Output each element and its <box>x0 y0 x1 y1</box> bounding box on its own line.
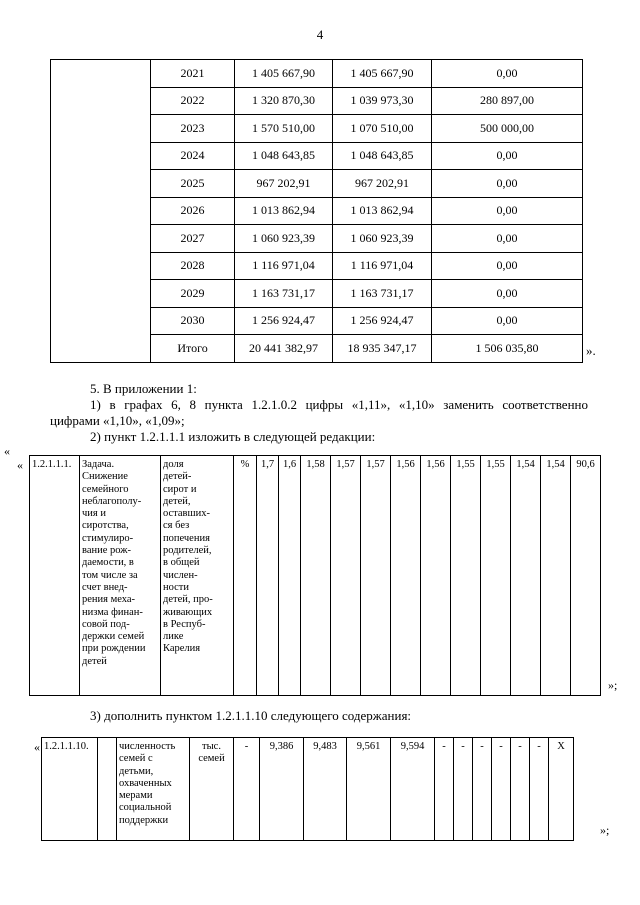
t3-indicator: численность семей с детьми, охваченных мерами социальной поддержки <box>117 738 190 841</box>
year-cell: 2026 <box>151 197 235 225</box>
other-source-cell: 0,00 <box>432 60 583 88</box>
t3-value-cell: - <box>530 738 549 841</box>
t3-value-cell: 9,594 <box>391 738 435 841</box>
t2-value-cell: 1,56 <box>421 456 451 696</box>
other-source-cell: 0,00 <box>432 170 583 198</box>
page-number: 4 <box>316 27 324 42</box>
table3-closing-mark: »; <box>600 823 610 837</box>
budget-cell: 1 013 862,94 <box>333 197 432 225</box>
total-cell: 967 202,91 <box>235 170 333 198</box>
year-cell: 2027 <box>151 225 235 253</box>
t2-value-cell: 1,55 <box>481 456 511 696</box>
budget-cell: 1 070 510,00 <box>333 115 432 143</box>
t2-indicator: доля детей- сирот и детей, оставших- ся без попечения родителей, в общей числен- ности детей, про- живающих в Респуб- лике Карелия <box>161 456 234 696</box>
total-cell: 1 570 510,00 <box>235 115 333 143</box>
year-cell: 2028 <box>151 252 235 280</box>
total-cell: 1 048 643,85 <box>235 142 333 170</box>
total-sum-cell: 20 441 382,97 <box>235 335 333 363</box>
paragraph-5: 5. В приложении 1: <box>90 381 197 396</box>
budget-cell: 1 039 973,30 <box>333 87 432 115</box>
t3-value-cell: 9,386 <box>260 738 304 841</box>
t2-code: 1.2.1.1.1. <box>30 456 80 696</box>
total-cell: 1 116 971,04 <box>235 252 333 280</box>
year-cell: 2029 <box>151 280 235 308</box>
other-source-cell: 0,00 <box>432 197 583 225</box>
t2-value-cell: 1,54 <box>541 456 571 696</box>
paragraph-5-3: 3) дополнить пунктом 1.2.1.1.10 следующего содержания: <box>90 708 412 723</box>
year-cell: 2024 <box>151 142 235 170</box>
t3-value-cell: - <box>234 738 260 841</box>
year-cell: 2021 <box>151 60 235 88</box>
t2-value-cell: 1,54 <box>511 456 541 696</box>
t2-value-cell: 1,57 <box>331 456 361 696</box>
paragraph-5-1-line1: 1) в графах 6, 8 пункта 1.2.1.0.2 цифры «1,11», «1,10» заменить соответственно <box>90 397 588 412</box>
t3-value-cell: - <box>492 738 511 841</box>
budget-cell: 1 116 971,04 <box>333 252 432 280</box>
total-cell: 1 405 667,90 <box>235 60 333 88</box>
other-source-cell: 0,00 <box>432 280 583 308</box>
budget-cell: 1 256 924,47 <box>333 307 432 335</box>
t3-value-cell: 9,561 <box>347 738 391 841</box>
other-source-cell: 0,00 <box>432 142 583 170</box>
total-cell: 1 013 862,94 <box>235 197 333 225</box>
t3-value-cell: 9,483 <box>304 738 347 841</box>
budget-cell: 1 405 667,90 <box>333 60 432 88</box>
table-row <box>51 60 583 88</box>
finance-closing-mark: ». <box>586 343 596 358</box>
year-cell: 2022 <box>151 87 235 115</box>
year-cell: 2030 <box>151 307 235 335</box>
total-cell: 1 163 731,17 <box>235 280 333 308</box>
t3-task-empty <box>98 738 117 841</box>
total-other-cell: 1 506 035,80 <box>432 335 583 363</box>
t2-value-cell: 1,6 <box>279 456 301 696</box>
t3-value-cell: X <box>549 738 574 841</box>
table2-open-quote: « <box>17 458 23 472</box>
budget-cell: 967 202,91 <box>333 170 432 198</box>
budget-cell: 1 163 731,17 <box>333 280 432 308</box>
year-cell: 2023 <box>151 115 235 143</box>
finance-table <box>50 59 583 363</box>
budget-cell: 1 060 923,39 <box>333 225 432 253</box>
outer-open-quote: « <box>4 444 10 458</box>
t2-value-cell: 1,55 <box>451 456 481 696</box>
other-source-cell: 0,00 <box>432 307 583 335</box>
table3-open-quote: « <box>34 740 40 754</box>
indicator-table-1-2-1-1-1 <box>29 455 601 696</box>
other-source-cell: 280 897,00 <box>432 87 583 115</box>
t3-unit: тыс. семей <box>190 738 234 841</box>
total-cell: 1 320 870,30 <box>235 87 333 115</box>
indicator-table-1-2-1-1-10 <box>41 737 574 841</box>
total-label-cell: Итого <box>151 335 235 363</box>
budget-cell: 1 048 643,85 <box>333 142 432 170</box>
t3-value-cell: - <box>454 738 473 841</box>
other-source-cell: 500 000,00 <box>432 115 583 143</box>
t2-value-cell: 1,56 <box>391 456 421 696</box>
t3-value-cell: - <box>435 738 454 841</box>
t2-value-cell: 90,6 <box>571 456 601 696</box>
t2-task: Задача. Снижение семейного неблагополу- чия и сиротства, стимулиро- вание рож- даемости, в том числе за счет внед- рения меха- низма финан- совой под- держки семей при рождении детей <box>80 456 161 696</box>
other-source-cell: 0,00 <box>432 252 583 280</box>
paragraph-5-2: 2) пункт 1.2.1.1.1 изложить в следующей редакции: <box>90 429 376 444</box>
t3-value-cell: - <box>473 738 492 841</box>
t2-unit: % <box>234 456 257 696</box>
finance-source-cell <box>51 60 151 363</box>
total-budget-cell: 18 935 347,17 <box>333 335 432 363</box>
t3-value-cell: - <box>511 738 530 841</box>
total-cell: 1 060 923,39 <box>235 225 333 253</box>
total-cell: 1 256 924,47 <box>235 307 333 335</box>
t3-code: 1.2.1.1.10. <box>42 738 98 841</box>
paragraph-5-1-line2: цифрами «1,10», «1,09»; <box>50 413 185 428</box>
year-cell: 2025 <box>151 170 235 198</box>
other-source-cell: 0,00 <box>432 225 583 253</box>
t2-value-cell: 1,57 <box>361 456 391 696</box>
t2-value-cell: 1,7 <box>257 456 279 696</box>
t2-value-cell: 1,58 <box>301 456 331 696</box>
table2-closing-mark: »; <box>608 678 618 692</box>
